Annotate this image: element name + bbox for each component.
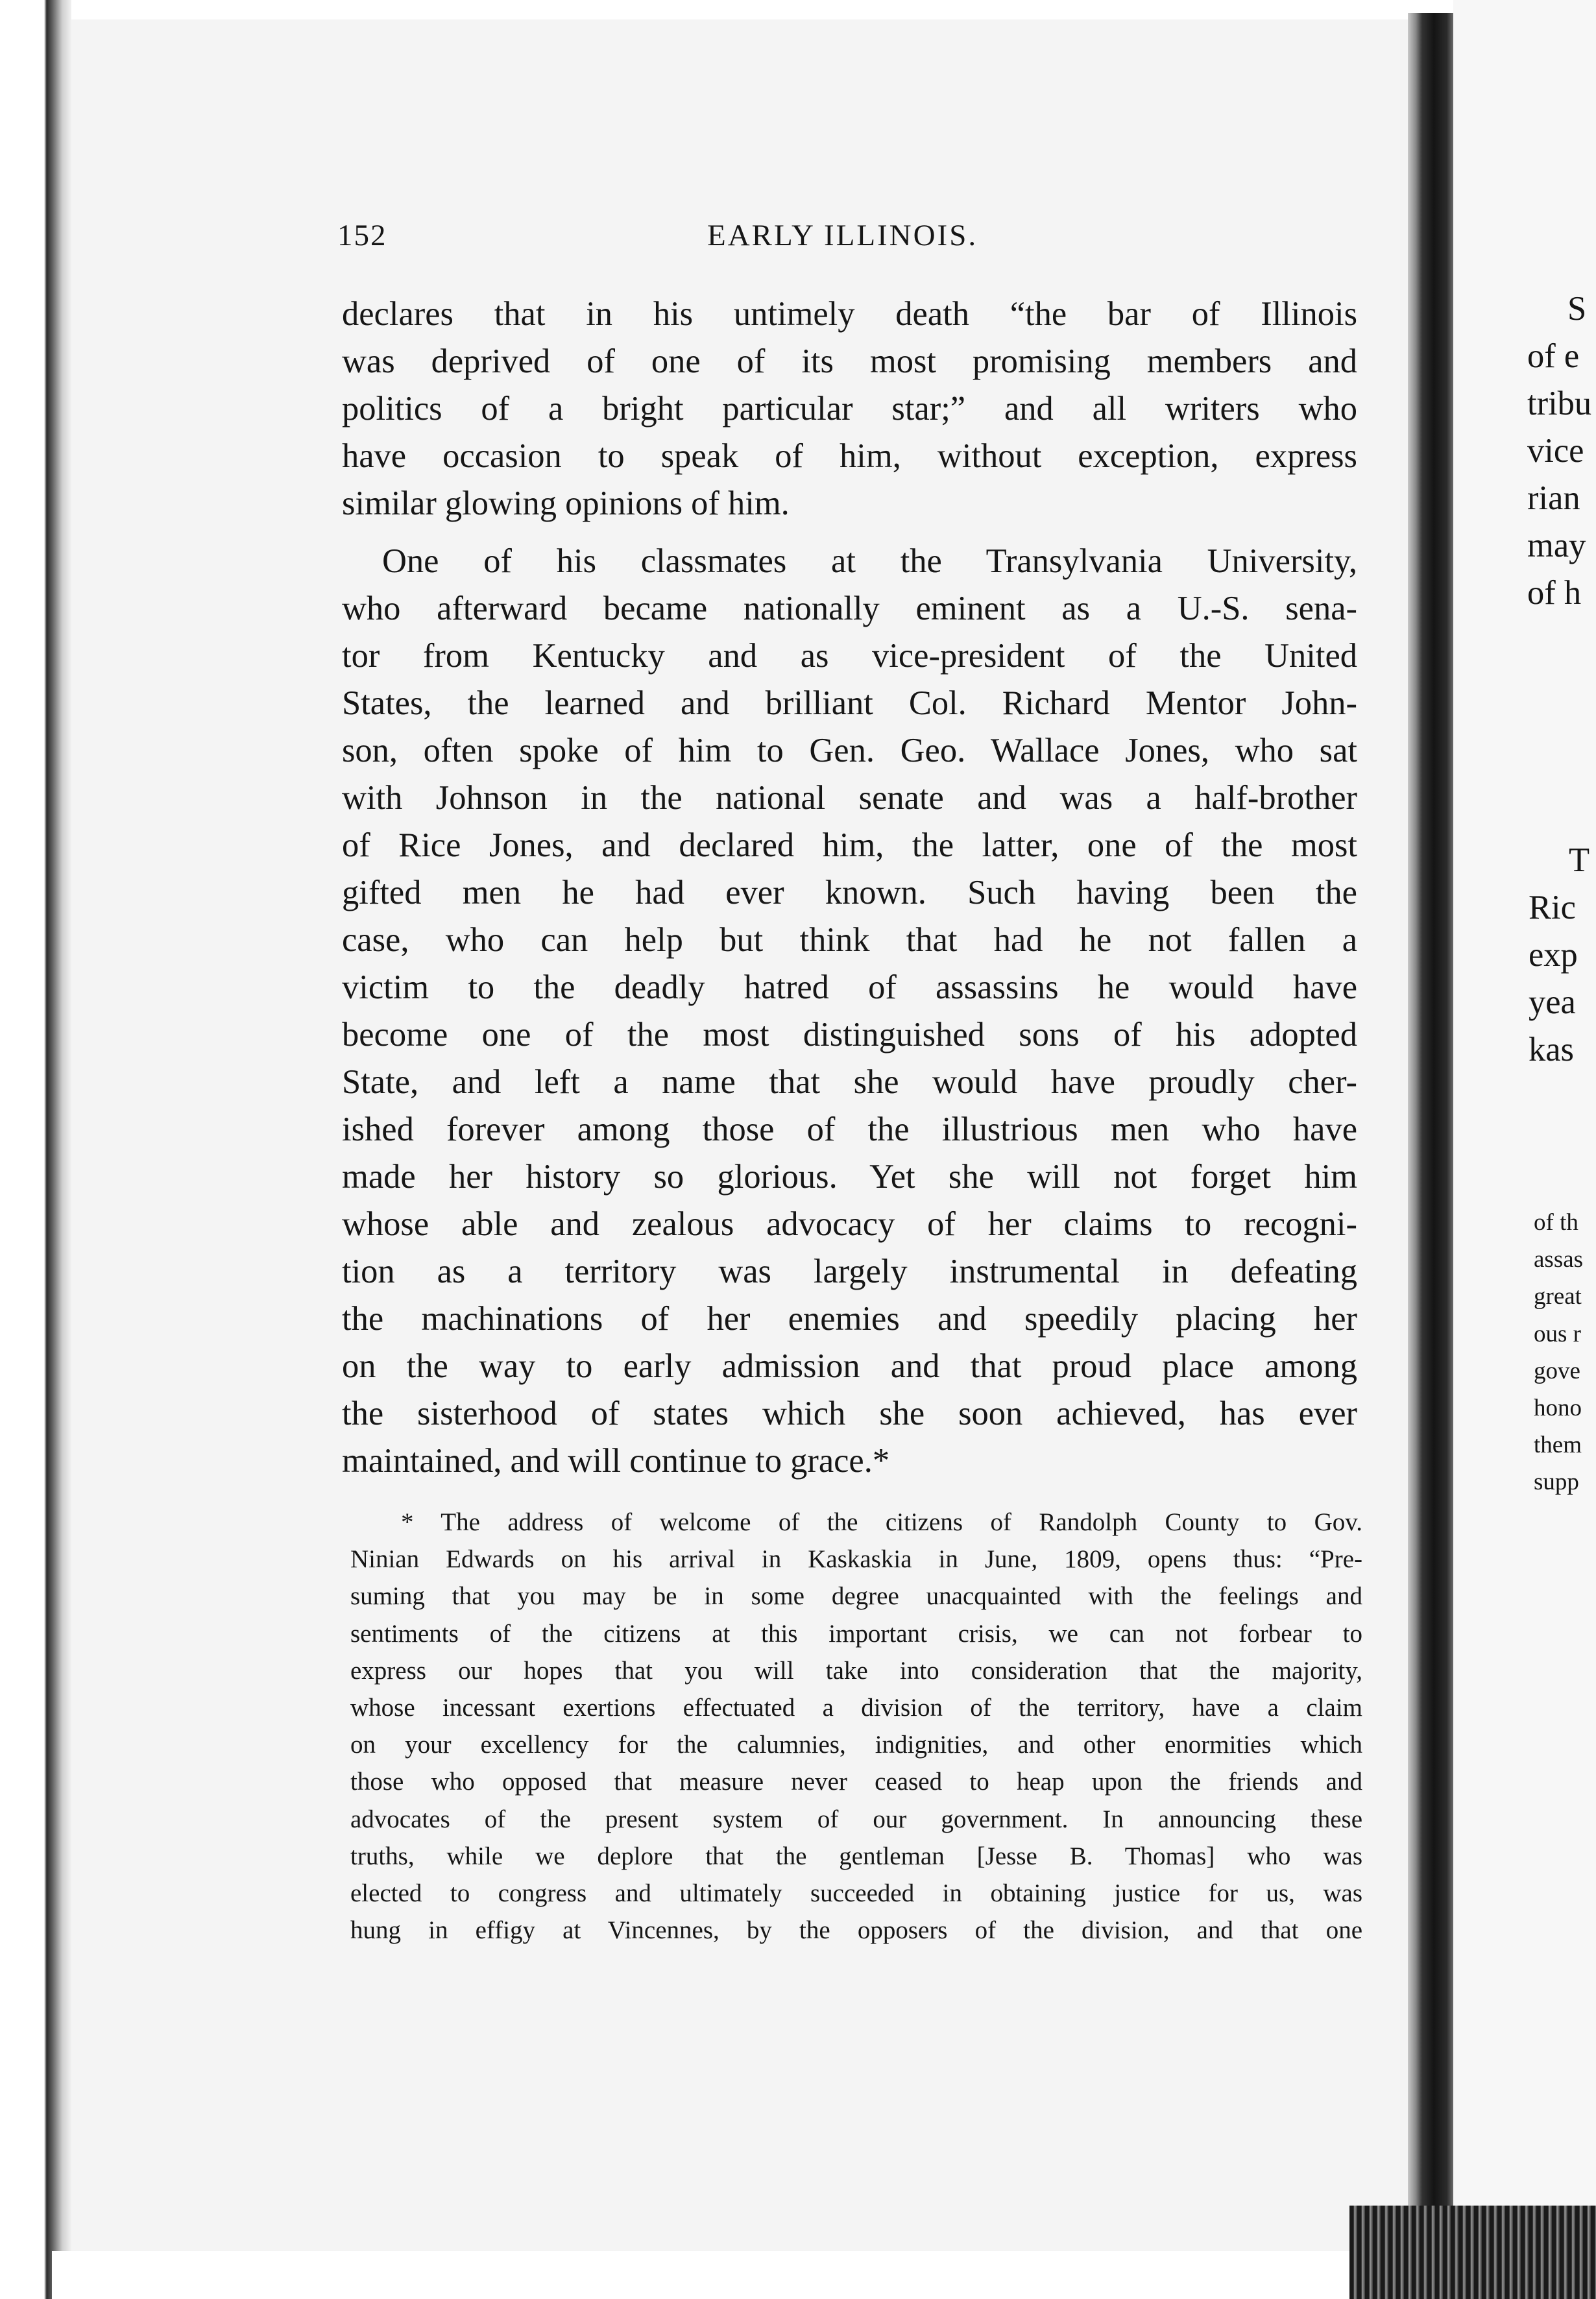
- facing-footnote-line: great: [1534, 1283, 1582, 1310]
- facing-text-line: rian: [1527, 479, 1580, 517]
- body-text: [342, 291, 1357, 1485]
- facing-text-line: vice: [1527, 432, 1584, 470]
- footnote-line: hung in effigy at Vincennes, by the opposers of the division, and that one: [350, 1916, 1362, 1945]
- facing-text-line: of h: [1527, 574, 1582, 612]
- facing-text-line: S: [1567, 290, 1587, 328]
- text-line: tor from Kentucky and as vice-president of the United: [342, 637, 1357, 675]
- facing-text-line: yea: [1529, 983, 1576, 1021]
- text-line: become one of the most distinguished sons of his adopted: [342, 1016, 1357, 1053]
- facing-text-line: may: [1527, 527, 1586, 564]
- facing-text-line: tribu: [1527, 385, 1592, 422]
- footnote-line: sentiments of the citizens at this important crisis, we can not forbear to: [350, 1619, 1362, 1648]
- footnote-line: those who opposed that measure never ceased to heap upon the friends and: [350, 1768, 1362, 1796]
- footnote-line: truths, while we deplore that the gentleman [Jesse B. Thomas] who was: [350, 1842, 1362, 1870]
- page-number: 152: [337, 219, 387, 252]
- text-line: have occasion to speak of him, without exception, express: [342, 437, 1357, 475]
- facing-page-text-block-2: [1529, 837, 1596, 1074]
- text-line: the sisterhood of states which she soon achieved, has ever: [342, 1395, 1357, 1432]
- text-line: State, and left a name that she would have proudly cher-: [342, 1063, 1357, 1101]
- running-title: EARLY ILLINOIS.: [707, 219, 978, 252]
- facing-footnote-line: ous r: [1534, 1320, 1581, 1347]
- text-line: ished forever among those of the illustrious men who have: [342, 1111, 1357, 1148]
- footnote: [350, 1504, 1362, 1949]
- facing-footnote-line: supp: [1534, 1469, 1579, 1496]
- facing-text-line: T: [1569, 841, 1590, 879]
- scan-left-edge: [0, 0, 71, 2299]
- facing-footnote-line: gove: [1534, 1357, 1580, 1384]
- text-line: with Johnson in the national senate and was a half-brother: [342, 779, 1357, 817]
- text-line: was deprived of one of its most promising members and: [342, 343, 1357, 380]
- text-line: declares that in his untimely death “the bar of Illinois: [342, 295, 1357, 333]
- text-line: similar glowing opinions of him.: [342, 485, 790, 522]
- text-line: of Rice Jones, and declared him, the latter, one of the most: [342, 826, 1357, 864]
- facing-text-line: kas: [1529, 1031, 1574, 1068]
- facing-page-text-block-1: [1527, 285, 1596, 617]
- footnote-line: on your excellency for the calumnies, indignities, and other enormities which: [350, 1731, 1362, 1759]
- text-line: on the way to early admission and that proud place among: [342, 1347, 1357, 1385]
- facing-footnote-line: them: [1534, 1432, 1582, 1459]
- text-line: whose able and zealous advocacy of her claims to recogni-: [342, 1205, 1357, 1243]
- facing-text-line: exp: [1529, 936, 1578, 974]
- text-line: maintained, and will continue to grace.*: [342, 1442, 890, 1480]
- facing-text-line: of e: [1527, 337, 1580, 375]
- facing-text-line: Ric: [1529, 889, 1576, 926]
- running-head: [337, 218, 1356, 263]
- scan-bottom-edge: [52, 2251, 1349, 2299]
- facing-footnote-line: hono: [1534, 1394, 1582, 1421]
- footnote-line: whose incessant exertions effectuated a division of the territory, have a claim: [350, 1693, 1362, 1722]
- text-line: gifted men he had ever known. Such having been the: [342, 874, 1357, 911]
- footnote-line: * The address of welcome of the citizens of Randolph County to Gov.: [401, 1508, 1362, 1536]
- facing-page-footnote: [1534, 1204, 1596, 1501]
- facing-footnote-line: of th: [1534, 1209, 1578, 1236]
- text-line: who afterward became nationally eminent as a U.-S. sena-: [342, 590, 1357, 627]
- scan-bottom-right-band: [1349, 2206, 1596, 2299]
- text-line: politics of a bright particular star;” and all writers who: [342, 390, 1357, 427]
- text-line: States, the learned and brilliant Col. Richard Mentor John-: [342, 684, 1357, 722]
- text-line: made her history so glorious. Yet she will not forget him: [342, 1158, 1357, 1196]
- facing-footnote-line: assas: [1534, 1246, 1584, 1273]
- text-line: the machinations of her enemies and speedily placing her: [342, 1300, 1357, 1338]
- book-gutter-shadow: [1408, 13, 1453, 2232]
- text-line: tion as a territory was largely instrumental in defeating: [342, 1253, 1357, 1290]
- footnote-line: express our hopes that you will take into consideration that the majority,: [350, 1656, 1362, 1685]
- footnote-line: Ninian Edwards on his arrival in Kaskaskia in June, 1809, opens thus: “Pre-: [350, 1545, 1362, 1574]
- text-line: victim to the deadly hatred of assassins he would have: [342, 969, 1357, 1006]
- text-line: son, often spoke of him to Gen. Geo. Wallace Jones, who sat: [342, 732, 1357, 769]
- footnote-line: elected to congress and ultimately succeeded in obtaining justice for us, was: [350, 1879, 1362, 1907]
- text-line: One of his classmates at the Transylvania University,: [382, 542, 1357, 580]
- text-line: case, who can help but think that had he not fallen a: [342, 921, 1357, 959]
- footnote-line: suming that you may be in some degree unacquainted with the feelings and: [350, 1582, 1362, 1611]
- footnote-line: advocates of the present system of our government. In announcing these: [350, 1805, 1362, 1833]
